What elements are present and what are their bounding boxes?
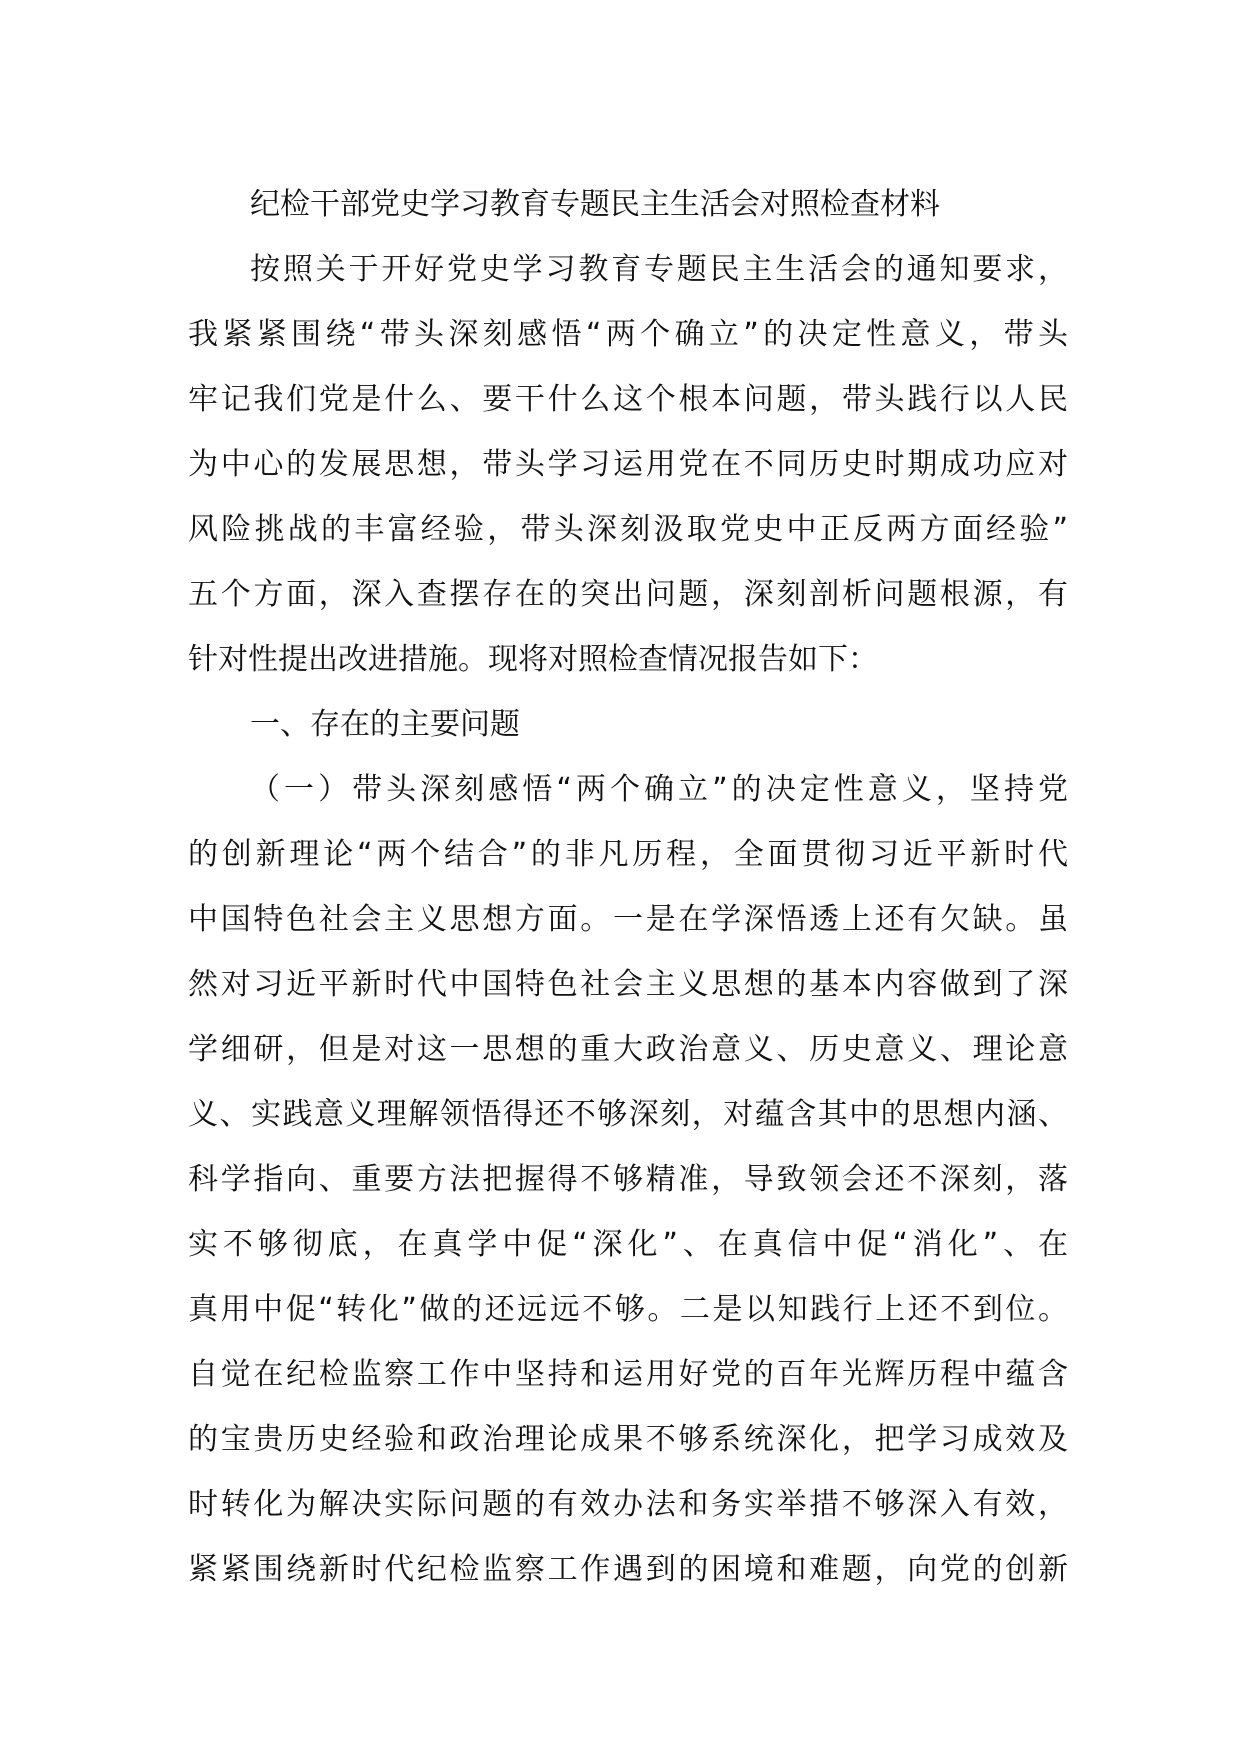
paragraph-line: 为中心的发展思想，带头学习运用党在不同历史时期成功应对	[188, 447, 1068, 482]
paragraph-line: 风险挑战的丰富经验，带头深刻汲取党史中正反两方面经验”	[188, 512, 1068, 547]
section-heading-text: 一、存在的主要问题	[250, 707, 520, 742]
paragraph-line: 学细研，但是对这一思想的重大政治意义、历史意义、理论意	[188, 1032, 1068, 1067]
paragraph-line: （一）带头深刻感悟“两个确立”的决定性意义，坚持党	[250, 772, 1068, 807]
paragraph-line: 按照关于开好党史学习教育专题民主生活会的通知要求，	[250, 252, 1068, 287]
paragraph-line: 实不够彻底，在真学中促“深化”、在真信中促“消化”、在	[188, 1227, 1068, 1262]
paragraph-intro	[188, 237, 1068, 692]
document-body	[188, 172, 1068, 1602]
paragraph-line: 牢记我们党是什么、要干什么这个根本问题，带头践行以人民	[188, 382, 1068, 417]
paragraph-line: 真用中促“转化”做的还远远不够。二是以知践行上还不到位。	[188, 1292, 1068, 1327]
paragraph-line: 的创新理论“两个结合”的非凡历程，全面贯彻习近平新时代	[188, 837, 1068, 872]
paragraph-problem-one	[188, 757, 1068, 1602]
paragraph-line: 针对性提出改进措施。现将对照检查情况报告如下：	[188, 642, 878, 677]
paragraph-line: 自觉在纪检监察工作中坚持和运用好党的百年光辉历程中蕴含	[188, 1357, 1068, 1392]
paragraph-line: 我紧紧围绕“带头深刻感悟“两个确立”的决定性意义，带头	[188, 317, 1068, 352]
paragraph-line: 义、实践意义理解领悟得还不够深刻，对蕴含其中的思想内涵、	[188, 1097, 1068, 1132]
paragraph-line: 的宝贵历史经验和政治理论成果不够系统深化，把学习成效及	[188, 1422, 1068, 1457]
paragraph-line: 然对习近平新时代中国特色社会主义思想的基本内容做到了深	[188, 967, 1068, 1002]
paragraph-line: 科学指向、重要方法把握得不够精准，导致领会还不深刻，落	[188, 1162, 1068, 1197]
paragraph-line: 紧紧围绕新时代纪检监察工作遇到的困境和难题，向党的创新	[188, 1552, 1068, 1587]
paragraph-line: 中国特色社会主义思想方面。一是在学深悟透上还有欠缺。虽	[188, 902, 1068, 937]
paragraph-line: 时转化为解决实际问题的有效办法和务实举措不够深入有效，	[188, 1487, 1068, 1522]
paragraph-line: 五个方面，深入查摆存在的突出问题，深刻剖析问题根源，有	[188, 577, 1068, 612]
document-title: 纪检干部党史学习教育专题民主生活会对照检查材料	[250, 187, 940, 222]
section-heading	[188, 692, 1068, 757]
